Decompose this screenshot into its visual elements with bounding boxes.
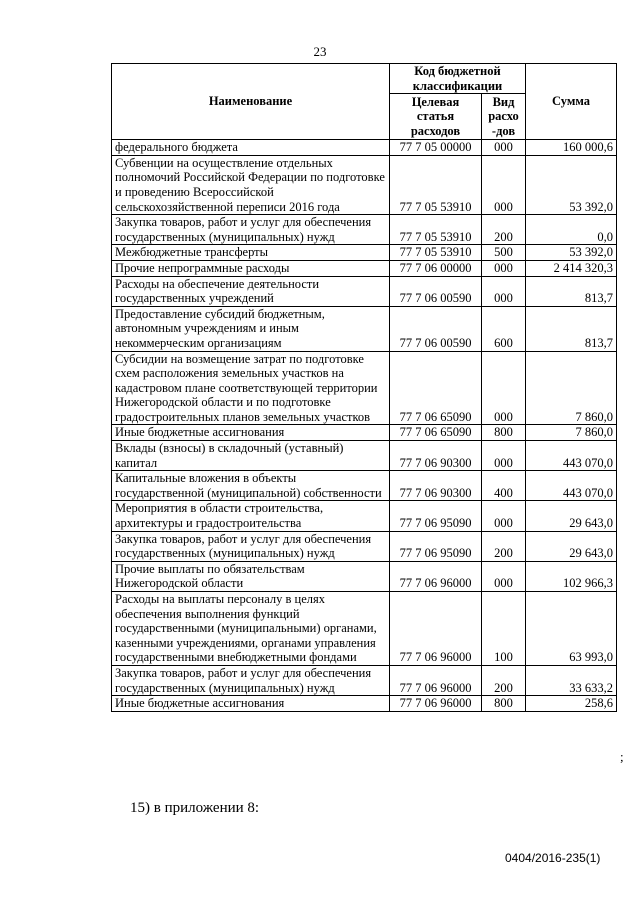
row-sum-cell: 258,6: [526, 696, 617, 712]
table-row: [112, 471, 617, 501]
row-code-cell: 77 7 05 53910: [390, 215, 482, 245]
table-row: [112, 425, 617, 441]
row-code-cell: 77 7 06 96000: [390, 665, 482, 695]
row-name-cell: Прочие непрограммные расходы: [112, 260, 390, 276]
row-name-cell: Расходы на выплаты персоналу в целях обеспечения выполнения функций государственными (муниципальными) органами, казенными учреждениями, органами управления государственными внебюджетными фондами: [112, 592, 390, 666]
row-code-cell: 77 7 06 90300: [390, 471, 482, 501]
table-row: [112, 441, 617, 471]
row-expense-type-cell: 000: [482, 351, 526, 425]
row-expense-type-cell: 000: [482, 260, 526, 276]
row-sum-cell: 53 392,0: [526, 245, 617, 261]
table-row: [112, 531, 617, 561]
row-expense-type-cell: 200: [482, 215, 526, 245]
table-row: [112, 215, 617, 245]
row-code-cell: 77 7 06 65090: [390, 425, 482, 441]
header-name: Наименование: [112, 64, 390, 140]
row-code-cell: 77 7 06 90300: [390, 441, 482, 471]
page-number: 23: [313, 44, 327, 59]
row-sum-cell: 813,7: [526, 306, 617, 351]
row-name-cell: Иные бюджетные ассигнования: [112, 425, 390, 441]
row-sum-cell: 160 000,6: [526, 140, 617, 156]
table-body: [112, 140, 617, 712]
row-expense-type-cell: 000: [482, 441, 526, 471]
row-code-cell: 77 7 05 53910: [390, 245, 482, 261]
row-expense-type-cell: 000: [482, 155, 526, 214]
header-target: Целевая статья расходов: [390, 94, 482, 140]
table-row: [112, 696, 617, 712]
row-expense-type-cell: 800: [482, 425, 526, 441]
table-row: [112, 260, 617, 276]
row-name-cell: Закупка товаров, работ и услуг для обеспечения государственных (муниципальных) нужд: [112, 531, 390, 561]
row-expense-type-cell: 000: [482, 501, 526, 531]
row-sum-cell: 33 633,2: [526, 665, 617, 695]
row-code-cell: 77 7 05 53910: [390, 155, 482, 214]
row-name-cell: Прочие выплаты по обязательствам Нижегородской области: [112, 561, 390, 591]
row-code-cell: 77 7 06 00590: [390, 276, 482, 306]
row-code-cell: 77 7 06 00000: [390, 260, 482, 276]
row-name-cell: Мероприятия в области строительства, архитектуры и градостроительства: [112, 501, 390, 531]
row-code-cell: 77 7 06 65090: [390, 351, 482, 425]
row-sum-cell: 7 860,0: [526, 425, 617, 441]
row-name-cell: федерального бюджета: [112, 140, 390, 156]
row-expense-type-cell: 100: [482, 592, 526, 666]
row-name-cell: Иные бюджетные ассигнования: [112, 696, 390, 712]
row-name-cell: Расходы на обеспечение деятельности государственных учреждений: [112, 276, 390, 306]
row-expense-type-cell: 000: [482, 276, 526, 306]
header-sum: Сумма: [526, 64, 617, 140]
row-sum-cell: 443 070,0: [526, 471, 617, 501]
row-expense-type-cell: 000: [482, 561, 526, 591]
table-row: [112, 306, 617, 351]
header-code-group: Код бюджетной классификации: [390, 64, 526, 94]
budget-table: [111, 63, 617, 712]
table-row: [112, 561, 617, 591]
row-expense-type-cell: 600: [482, 306, 526, 351]
row-expense-type-cell: 000: [482, 140, 526, 156]
table-row: [112, 155, 617, 214]
row-sum-cell: 443 070,0: [526, 441, 617, 471]
row-expense-type-cell: 800: [482, 696, 526, 712]
row-code-cell: 77 7 06 95090: [390, 501, 482, 531]
row-code-cell: 77 7 05 00000: [390, 140, 482, 156]
table-row: [112, 245, 617, 261]
table-row: [112, 140, 617, 156]
row-sum-cell: 29 643,0: [526, 501, 617, 531]
document-code: 0404/2016-235(1): [505, 851, 601, 865]
row-sum-cell: 0,0: [526, 215, 617, 245]
row-name-cell: Закупка товаров, работ и услуг для обеспечения государственных (муниципальных) нужд: [112, 215, 390, 245]
row-code-cell: 77 7 06 00590: [390, 306, 482, 351]
row-sum-cell: 102 966,3: [526, 561, 617, 591]
row-sum-cell: 813,7: [526, 276, 617, 306]
row-name-cell: Капитальные вложения в объекты государственной (муниципальной) собственности: [112, 471, 390, 501]
row-sum-cell: 53 392,0: [526, 155, 617, 214]
row-name-cell: Субвенции на осуществление отдельных полномочий Российской Федерации по подготовке и проведению Всероссийской сельскохозяйственной переписи 2016 года: [112, 155, 390, 214]
row-code-cell: 77 7 06 96000: [390, 696, 482, 712]
row-name-cell: Межбюджетные трансферты: [112, 245, 390, 261]
row-end-semicolon: ;: [620, 749, 624, 764]
row-expense-type-cell: 200: [482, 531, 526, 561]
row-name-cell: Вклады (взносы) в складочный (уставный) капитал: [112, 441, 390, 471]
header-expense-type: Вид расхо -дов: [482, 94, 526, 140]
row-name-cell: Субсидии на возмещение затрат по подготовке схем расположения земельных участков на кадастровом плане соответствующей территории Нижегородской области и по подготовке градостроительных планов земельных участков: [112, 351, 390, 425]
row-code-cell: 77 7 06 95090: [390, 531, 482, 561]
row-expense-type-cell: 500: [482, 245, 526, 261]
row-sum-cell: 29 643,0: [526, 531, 617, 561]
row-sum-cell: 7 860,0: [526, 351, 617, 425]
table-row: [112, 592, 617, 666]
table-header-row: [112, 64, 617, 94]
table-row: [112, 665, 617, 695]
table-row: [112, 351, 617, 425]
row-code-cell: 77 7 06 96000: [390, 561, 482, 591]
row-expense-type-cell: 400: [482, 471, 526, 501]
row-name-cell: Закупка товаров, работ и услуг для обеспечения государственных (муниципальных) нужд: [112, 665, 390, 695]
list-item-text: 15) в приложении 8:: [130, 800, 260, 816]
table-row: [112, 501, 617, 531]
row-sum-cell: 63 993,0: [526, 592, 617, 666]
row-sum-cell: 2 414 320,3: [526, 260, 617, 276]
row-code-cell: 77 7 06 96000: [390, 592, 482, 666]
row-expense-type-cell: 200: [482, 665, 526, 695]
table-row: [112, 276, 617, 306]
row-name-cell: Предоставление субсидий бюджетным, автономным учреждениям и иным некоммерческим организациям: [112, 306, 390, 351]
